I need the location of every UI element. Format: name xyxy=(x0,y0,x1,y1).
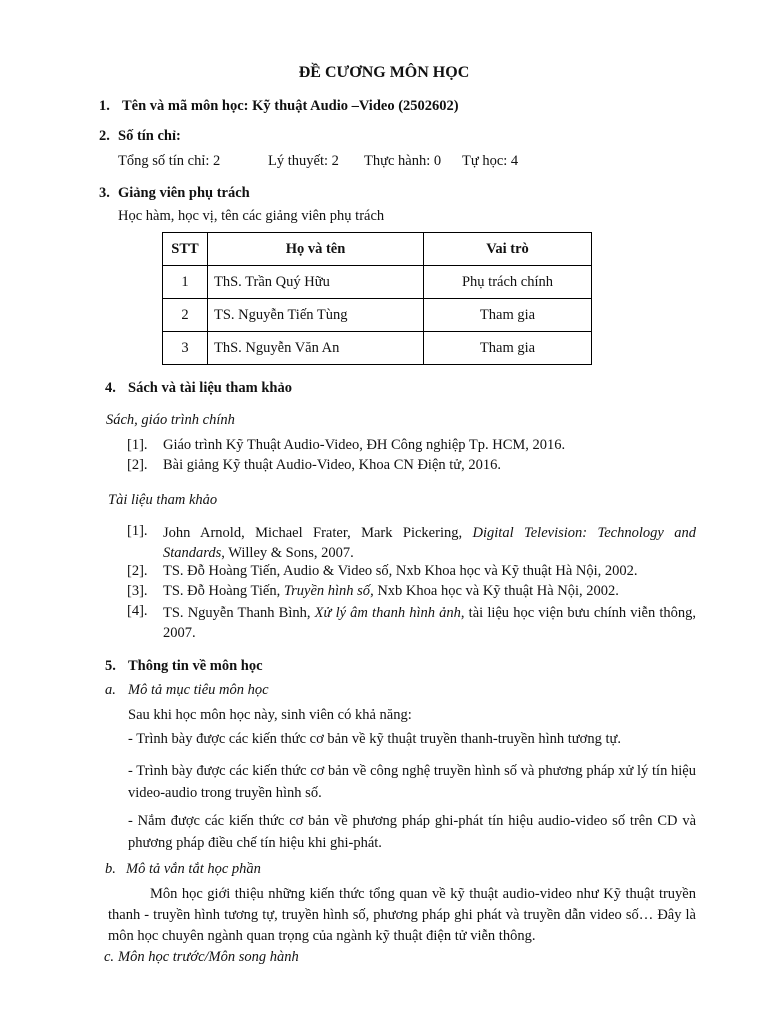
main-book-number: [1]. xyxy=(127,437,148,453)
row-role: Tham gia xyxy=(424,332,592,365)
reference-number: [1]. xyxy=(127,523,148,539)
section-2-heading: Số tín chỉ: xyxy=(118,128,181,144)
table-row xyxy=(163,266,592,299)
references-label: Tài liệu tham khảo xyxy=(108,492,218,508)
subsection-c-label: Môn học trước/Môn song hành xyxy=(118,949,299,965)
section-4-heading: Sách và tài liệu tham khảo xyxy=(128,380,292,396)
reference-text: TS. Đỗ Hoàng Tiến, Audio & Video số, Nxb Khoa học và Kỹ thuật Hà Nội, 2002. xyxy=(163,563,638,579)
row-stt: 2 xyxy=(163,299,208,332)
lecturer-table xyxy=(162,232,592,365)
reference-title: Xử lý âm thanh hình ảnh xyxy=(314,605,461,621)
document-title: ĐỀ CƯƠNG MÔN HỌC xyxy=(298,64,470,81)
main-book-text: Bài giảng Kỹ thuật Audio-Video, Khoa CN Điện tử, 2016. xyxy=(163,457,502,473)
lecturers-intro: Học hàm, học vị, tên các giảng viên phụ trách xyxy=(118,208,385,224)
subsection-b-number: b. xyxy=(105,861,116,877)
credits-practice: Thực hành: 0 xyxy=(364,153,442,169)
reference-text xyxy=(163,583,619,600)
header-stt: STT xyxy=(163,233,208,266)
row-role: Phụ trách chính xyxy=(424,266,592,299)
section-2-number: 2. xyxy=(99,128,110,144)
row-name: TS. Nguyễn Tiến Tùng xyxy=(208,299,424,332)
reference-authors: TS. Đỗ Hoàng Tiến, xyxy=(163,583,281,599)
credits-self-study: Tự học: 4 xyxy=(462,153,519,169)
reference-title: Digital Television: Technology and Standards xyxy=(163,525,696,561)
row-name: ThS. Trần Quý Hữu xyxy=(208,266,424,299)
table-row xyxy=(163,299,592,332)
section-5-number: 5. xyxy=(105,658,116,674)
reference-text xyxy=(163,523,696,563)
objective-item: - Trình bày được các kiến thức cơ bản về kỹ thuật truyền thanh-truyền hình tương tự. xyxy=(128,731,621,747)
subsection-b-label: Mô tả vắn tắt học phần xyxy=(126,861,261,877)
row-role: Tham gia xyxy=(424,299,592,332)
objectives-intro: Sau khi học môn học này, sinh viên có khả năng: xyxy=(128,707,412,723)
reference-number: [4]. xyxy=(127,603,148,619)
subsection-a-number: a. xyxy=(105,682,116,698)
subsection-a-label: Mô tả mục tiêu môn học xyxy=(128,682,269,698)
table-header-row xyxy=(163,233,592,266)
section-1-text: Tên và mã môn học: Kỹ thuật Audio –Video (2502602) xyxy=(122,98,459,114)
main-book-number: [2]. xyxy=(127,457,148,473)
section-3-number: 3. xyxy=(99,185,110,201)
section-1-number: 1. xyxy=(99,98,110,114)
reference-number: [2]. xyxy=(127,563,148,579)
table-row xyxy=(163,332,592,365)
reference-title: Truyền hình số xyxy=(283,583,371,599)
section-4-number: 4. xyxy=(105,380,116,396)
section-3-heading: Giảng viên phụ trách xyxy=(118,185,250,201)
row-stt: 1 xyxy=(163,266,208,299)
reference-text xyxy=(163,603,696,643)
objective-item: - Trình bày được các kiến thức cơ bản về công nghệ truyền hình số và phương pháp xử lý tín hiệu video-audio trong truyền hình số. xyxy=(128,763,696,801)
reference-number: [3]. xyxy=(127,583,148,599)
main-books-label: Sách, giáo trình chính xyxy=(106,412,235,428)
header-role: Vai trò xyxy=(424,233,592,266)
reference-publisher: , Willey & Sons, 2007. xyxy=(221,545,354,561)
subsection-c-number: c. xyxy=(104,949,115,965)
reference-publisher: , tài liệu học viện bưu chính viễn thông, 2007. xyxy=(163,605,697,641)
objective-item: - Nắm được các kiến thức cơ bản về phương pháp ghi-phát tín hiệu audio-video số trên CD và phương pháp điều chế tín hiệu khi ghi-phát. xyxy=(128,813,696,851)
reference-publisher: , Nxb Khoa học và Kỹ thuật Hà Nội, 2002. xyxy=(370,583,619,599)
credits-theory: Lý thuyết: 2 xyxy=(268,153,339,169)
header-name: Họ và tên xyxy=(208,233,424,266)
reference-authors: John Arnold, Michael Frater, Mark Pickering, xyxy=(163,525,463,541)
row-name: ThS. Nguyễn Văn An xyxy=(208,332,424,365)
reference-authors: TS. Nguyễn Thanh Bình, xyxy=(163,605,311,621)
row-stt: 3 xyxy=(163,332,208,365)
main-book-text: Giáo trình Kỹ Thuật Audio-Video, ĐH Công nghiệp Tp. HCM, 2016. xyxy=(163,437,566,453)
section-5-heading: Thông tin về môn học xyxy=(128,658,263,674)
course-description: Môn học giới thiệu những kiến thức tổng quan về kỹ thuật audio-video như Kỹ thuật truyền thanh - truyền hình tương tự, truyền hình số, phương pháp ghi phát và truyền dẫn video số… Đây là môn học chuyên ngành quan trọng của ngành kỹ thuật điện tử viễn thông. xyxy=(108,886,696,944)
credits-total: Tổng số tín chỉ: 2 xyxy=(118,153,221,169)
